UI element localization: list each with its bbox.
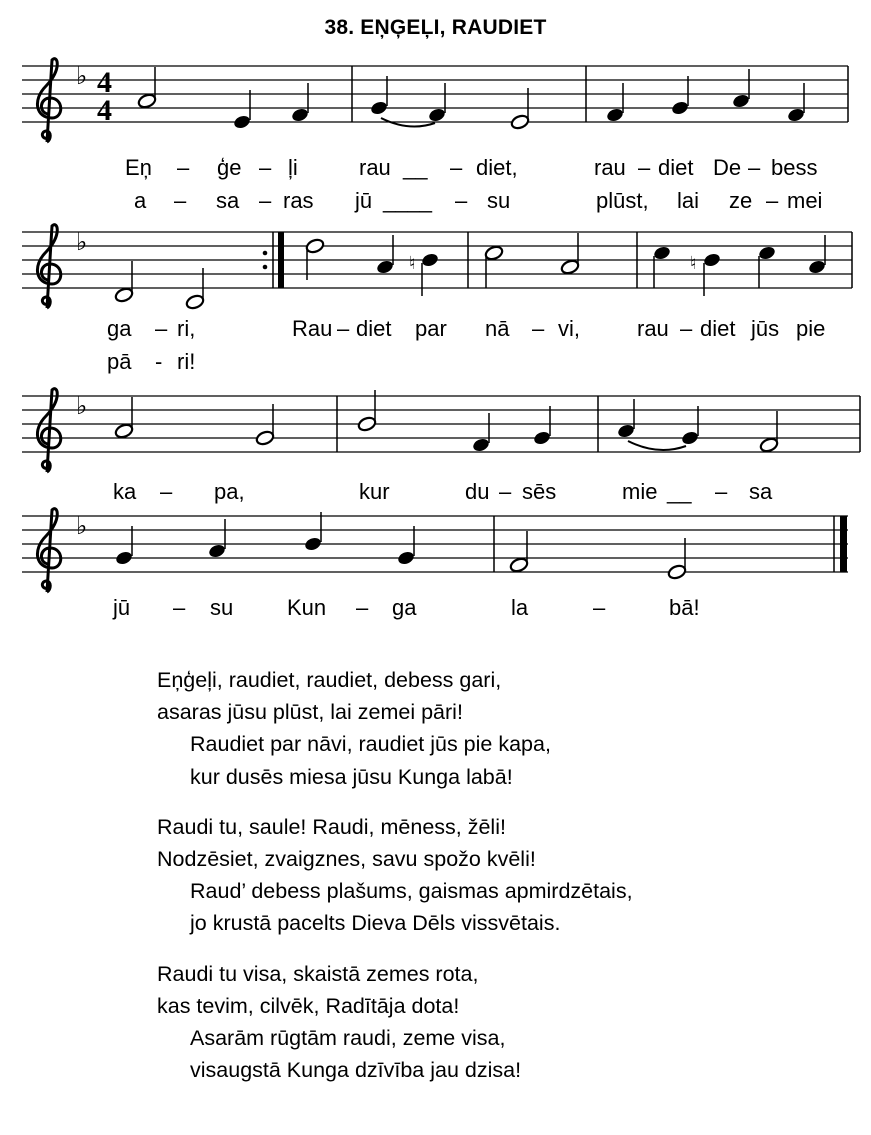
lyric-syllable: rau — [359, 155, 391, 180]
note — [509, 557, 529, 574]
lyric-syllable: pie — [796, 316, 826, 341]
lyric-syllable: sa — [216, 188, 240, 213]
note — [207, 543, 226, 559]
poem-line: Asarām rūgtām raudi, zeme visa, — [190, 1026, 506, 1051]
lyric-syllable: jū — [355, 188, 373, 213]
note — [667, 564, 687, 581]
poem-line: kur dusēs miesa jūsu Kunga labā! — [190, 764, 513, 789]
lyric-hyphen: - — [155, 349, 163, 374]
staff-system-1-notation — [0, 52, 871, 152]
lyrics-line-1-1 — [0, 155, 871, 189]
lyric-hyphen: – — [259, 155, 272, 180]
treble-clef-icon — [37, 59, 60, 142]
time-signature-top: 4 — [97, 66, 112, 99]
lyric-syllable: ga — [392, 595, 417, 620]
lyrics-line-2-1 — [0, 316, 871, 350]
note — [396, 550, 415, 566]
staff-system-3-notation — [0, 380, 871, 480]
note — [605, 107, 624, 123]
lyric-syllable: a — [134, 188, 147, 213]
stanza-1 — [157, 664, 633, 793]
note — [290, 107, 309, 123]
lyric-syllable: mei — [787, 188, 823, 213]
note — [484, 245, 504, 262]
time-signature-bottom: 4 — [97, 94, 112, 127]
lyric-hyphen: – — [638, 155, 651, 180]
poem-line: kas tevim, cilvēk, Radītāja dota! — [157, 993, 460, 1018]
staff-system-3 — [0, 380, 871, 480]
lyric-syllable: Rau — [292, 316, 333, 341]
poem-line: Nodzēsiet, zvaigznes, savu spožo kvēli! — [157, 847, 536, 872]
treble-clef-icon — [37, 509, 60, 592]
poem-line: Eņģeļi, raudiet, raudiet, debess gari, — [157, 668, 502, 692]
lyric-syllable: su — [487, 188, 511, 213]
lyric-syllable: par — [415, 316, 447, 341]
lyric-hyphen: – — [160, 479, 173, 504]
lyric-syllable: sēs — [522, 479, 557, 504]
note — [757, 245, 776, 261]
lyric-syllable: su — [210, 595, 234, 620]
note — [305, 238, 325, 255]
note — [532, 430, 551, 446]
note — [303, 536, 322, 552]
note — [357, 416, 377, 433]
note — [759, 437, 779, 454]
lyric-syllable: mie — [622, 479, 658, 504]
treble-clef-icon — [37, 389, 60, 472]
poem-line: Raud’ debess plašums, gaismas apmirdzētais, — [190, 879, 633, 904]
staff-system-4 — [0, 500, 871, 600]
flat-sign-icon: ♭ — [76, 62, 88, 90]
staff-system-2 — [0, 216, 871, 316]
lyric-syllable: ga — [107, 316, 132, 341]
lyric-syllable: sa — [749, 479, 773, 504]
lyric-syllable: diet — [356, 316, 392, 341]
repeat-dot — [263, 251, 268, 256]
lyric-hyphen: – — [499, 479, 512, 504]
note — [510, 114, 530, 131]
lyrics-line-4-1 — [0, 595, 871, 629]
lyric-syllable: pā — [107, 349, 132, 374]
lyric-syllable: plūst, — [596, 188, 649, 213]
lyric-extender: ____ — [383, 188, 432, 213]
note — [807, 259, 826, 275]
note — [114, 550, 133, 566]
repeat-barline-thick — [278, 232, 284, 288]
lyric-syllable: vi, — [558, 316, 580, 341]
treble-clef-icon — [37, 225, 60, 308]
poem-line: Raudi tu, saule! Raudi, mēness, žēli! — [157, 814, 506, 839]
lyric-syllable: jū — [113, 595, 131, 620]
lyric-extender: __ — [403, 155, 428, 180]
note — [680, 430, 699, 446]
lyric-syllable: ļi — [288, 155, 298, 180]
lyric-syllable: ras — [283, 188, 314, 213]
lyric-hyphen: – — [455, 188, 468, 213]
lyric-syllable: De — [713, 155, 742, 180]
lyric-hyphen: – — [593, 595, 606, 620]
note — [471, 437, 490, 453]
poem-line: asaras jūsu plūst, lai zemei pāri! — [157, 700, 463, 725]
note — [786, 107, 805, 123]
natural-sign-icon: ♮ — [690, 253, 697, 274]
lyric-syllable: pa, — [214, 479, 245, 504]
poem-line: Raudiet par nāvi, raudiet jūs pie kapa, — [190, 732, 551, 757]
lyric-extender: __ — [667, 479, 692, 504]
staff-system-4-notation — [0, 500, 871, 600]
lyric-hyphen: – — [259, 188, 272, 213]
tie — [628, 441, 686, 450]
lyric-hyphen: – — [174, 188, 187, 213]
note — [731, 93, 750, 109]
poem-text — [157, 664, 633, 1104]
note — [670, 100, 689, 116]
note — [185, 294, 205, 311]
lyric-hyphen: – — [532, 316, 545, 341]
lyric-syllable: du — [465, 479, 490, 504]
lyric-syllable: rau — [637, 316, 669, 341]
lyric-syllable: jūs — [751, 316, 780, 341]
lyric-hyphen: – — [155, 316, 168, 341]
lyric-syllable: ri! — [177, 349, 196, 374]
stanza-3 — [157, 958, 633, 1087]
poem-line: Raudi tu visa, skaistā zemes rota, — [157, 961, 479, 986]
note — [652, 245, 671, 261]
lyric-syllable: bess — [771, 155, 818, 180]
lyric-syllable: lai — [677, 188, 700, 213]
repeat-dot — [263, 265, 268, 270]
note — [420, 252, 439, 268]
poem-line: jo krustā pacelts Dieva Dēls vissvētais. — [190, 911, 561, 936]
lyric-syllable: la — [511, 595, 529, 620]
lyric-hyphen: – — [680, 316, 693, 341]
poem-line: visaugstā Kunga dzīvība jau dzisa! — [190, 1058, 522, 1083]
note — [560, 259, 580, 276]
flat-sign-icon: ♭ — [76, 392, 88, 420]
lyric-syllable: ģe — [217, 155, 242, 180]
lyric-hyphen: – — [356, 595, 369, 620]
stanza-2 — [157, 811, 633, 940]
note — [232, 114, 251, 130]
note — [255, 430, 275, 447]
lyric-syllable: diet — [658, 155, 694, 180]
final-barline-thick — [840, 516, 847, 572]
lyric-hyphen: – — [715, 479, 728, 504]
lyric-hyphen: – — [748, 155, 761, 180]
lyric-syllable: Kun — [287, 595, 327, 620]
note — [375, 259, 394, 275]
note — [616, 423, 635, 439]
lyric-syllable: rau — [594, 155, 626, 180]
lyric-hyphen: – — [337, 316, 350, 341]
lyric-hyphen: – — [177, 155, 190, 180]
lyric-syllable: ze — [729, 188, 753, 213]
lyric-syllable: nā — [485, 316, 510, 341]
lyrics-line-2-2 — [0, 349, 871, 383]
note — [114, 287, 134, 304]
staff-system-2-notation — [0, 216, 871, 316]
lyric-hyphen: – — [173, 595, 186, 620]
lyric-syllable: diet, — [476, 155, 518, 180]
natural-sign-icon: ♮ — [409, 253, 416, 274]
note — [702, 252, 721, 268]
note — [369, 100, 388, 116]
song-title: 38. EŅĢEĻI, RAUDIET — [324, 16, 547, 39]
flat-sign-icon: ♭ — [76, 512, 88, 540]
lyric-syllable: bā! — [669, 595, 700, 620]
lyric-syllable: kur — [359, 479, 390, 504]
note — [427, 107, 446, 123]
note — [114, 423, 134, 440]
staff-system-1 — [0, 52, 871, 152]
lyric-syllable: Eņ — [125, 155, 152, 180]
lyric-hyphen: – — [766, 188, 779, 213]
lyric-hyphen: – — [450, 155, 463, 180]
flat-sign-icon: ♭ — [76, 228, 88, 256]
note — [137, 93, 157, 110]
lyric-syllable: ka — [113, 479, 137, 504]
lyric-syllable: diet — [700, 316, 736, 341]
lyric-syllable: ri, — [177, 316, 196, 341]
